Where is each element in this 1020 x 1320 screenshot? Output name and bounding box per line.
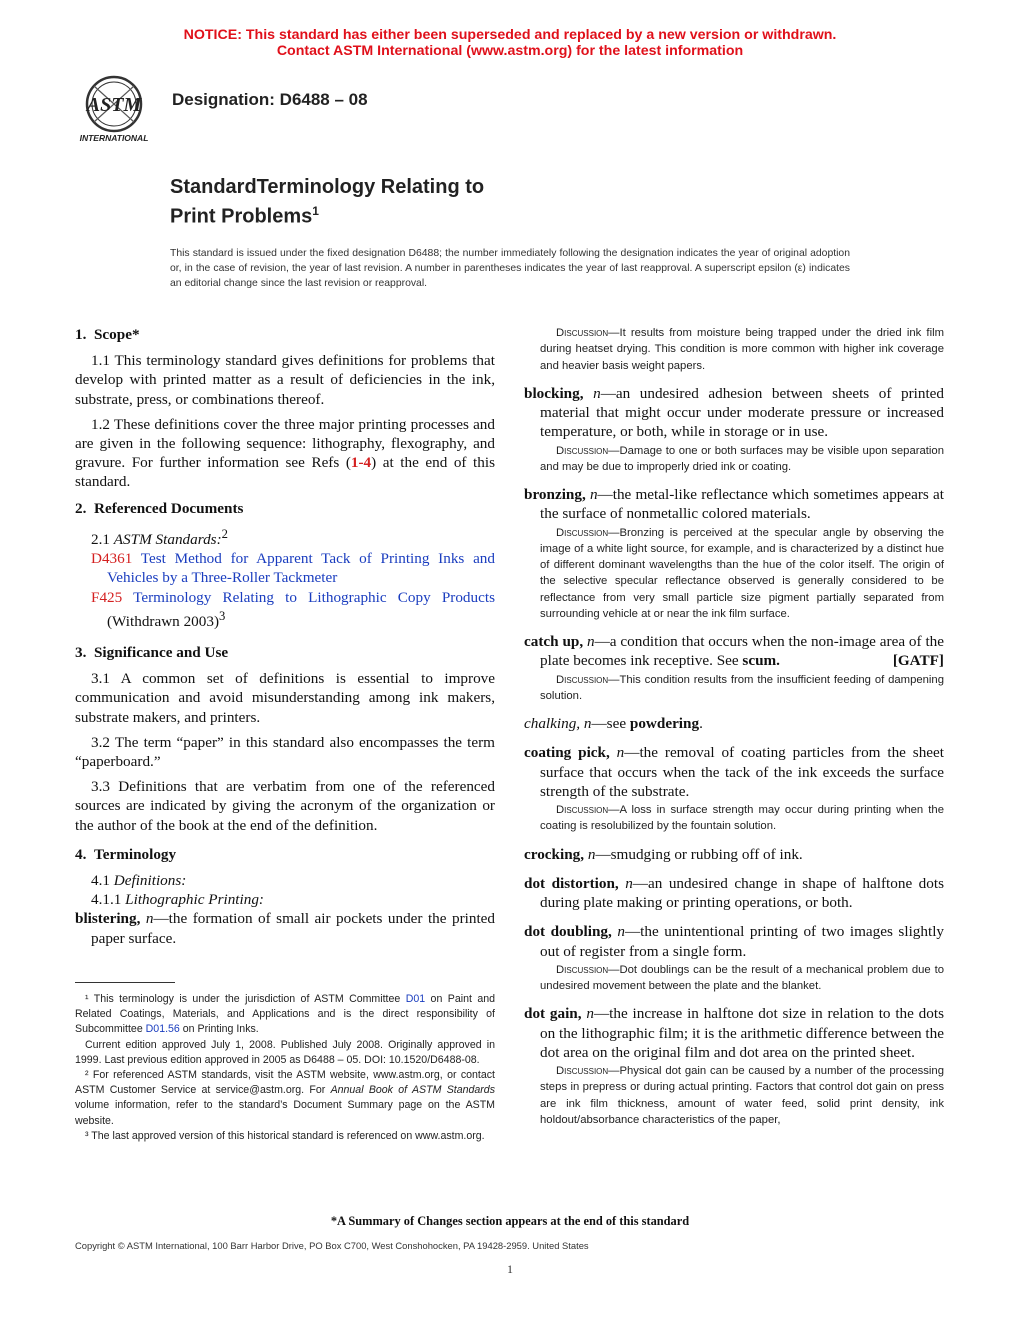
significance-heading: 3. Significance and Use (75, 643, 229, 661)
notice-line-1: NOTICE: This standard has either been superseded and replaced by a new version or withdrawn. (183, 27, 837, 43)
term-coating-pick (524, 743, 944, 801)
reference-d4361-code[interactable]: D4361 (91, 550, 133, 568)
footnote-2-b: volume information, refer to the standard’s Document Summary page on the ASTM website. (75, 1099, 495, 1127)
term-bronzing (524, 485, 944, 523)
withdrawal-notice (0, 27, 1020, 59)
paragraph-4-1 (75, 871, 495, 890)
discussion-label: Discussion (556, 804, 609, 817)
page-number: 1 (507, 1262, 513, 1276)
term-blocking-headword: blocking, (524, 384, 584, 402)
reference-f425 (75, 588, 495, 631)
discussion-bronzing-text: —Bronzing is perceived at the specular angle by observing the image of a white light source, for example, and is characterized by a distinct hue of different dominant wavelengths than the hue of the color itself. The origin of the selective specular reflectance observed is generally considered to be reflectance from very small particle size pigment partially separated from surrounding vehicle at or near the ink film surface. (540, 526, 944, 620)
discussion-label: Discussion (556, 526, 609, 539)
left-column (75, 325, 495, 948)
lithographic-printing-label: Lithographic Printing: (125, 891, 264, 909)
term-blocking-pos: n (593, 384, 601, 402)
discussion-label: Discussion (556, 327, 609, 339)
term-bronzing-definition: —the metal-like reflectance which sometimes appears at the surface of nonmetallic colored materials. (540, 486, 944, 523)
paragraph-1-1: 1.1 This terminology standard gives definitions for problems that develop with printed matter as a result of deficiencies in the ink, substrate, press, or combinations thereof. (75, 352, 495, 408)
discussion-label: Discussion (556, 444, 609, 457)
discussion-dot-gain (524, 1063, 944, 1128)
discussion-bronzing (524, 525, 944, 623)
footnote-2 (75, 1068, 495, 1129)
term-blistering-pos: n (145, 910, 154, 928)
term-crocking-pos: n (587, 845, 596, 863)
term-dot-distortion (524, 874, 944, 912)
title-line-1: StandardTerminology Relating to (170, 176, 485, 198)
term-chalking-definition: —see (591, 715, 630, 733)
definitions-label: Definitions: (113, 872, 187, 889)
footnote-2-italic: Annual Book of ASTM Standards (330, 1084, 495, 1097)
term-blistering (75, 909, 495, 947)
footnote-1-committee-link[interactable]: D01 (405, 993, 426, 1005)
term-coating-pick-definition: —the removal of coating particles from the sheet surface that occurs when the tack of the ink exceeds the surface strength of the substrate. (540, 744, 944, 800)
astm-logo-icon (74, 74, 164, 144)
logo-lettering: ASTM (86, 94, 142, 116)
footnote-current-edition: Current edition approved July 1, 2008. Published July 2008. Originally approved in 1999. Last previous edition approved in 2005 as D6488 – 05. DOI: 10.1520/D6488-08. (75, 1038, 495, 1066)
footnote-1-b: on Paint and Related Coatings, Materials, and Applications and is the direct responsibility of Subcommittee (75, 993, 495, 1036)
term-dot-gain (524, 1004, 944, 1062)
copyright-line: Copyright © ASTM International, 100 Barr Harbor Drive, PO Box C700, West Conshohocken, PA 19428-2959. United States (75, 1240, 589, 1251)
designation: Designation: D6488 – 08 (172, 90, 368, 109)
title-line-2-text: Print Problems (170, 205, 313, 228)
term-crocking-definition: —smudging or rubbing off of ink. (595, 845, 803, 863)
discussion-catch-up (524, 672, 944, 705)
issuance-statement: This standard is issued under the fixed designation D6488; the number immediately following the designation indicates the year of original adoption or, in the case of revision, the year of last revision. A number in parentheses indicates the year of last reapproval. A superscript epsilon (ε) indicates an editorial change since the last revision or reapproval. (170, 248, 850, 289)
paragraph-2-1-num: 2.1 (91, 530, 114, 548)
document-title (170, 175, 484, 229)
term-dot-gain-definition: —the increase in halftone dot size in relation to the dots on the lithographic film; it is the arithmetic difference between the dot area on the original film and dot area on the printed sheet. (540, 1005, 945, 1061)
footnotes (75, 992, 495, 1144)
discussion-dot-doubling (524, 962, 944, 995)
term-crocking-headword: crocking, (524, 845, 585, 863)
summary-of-changes-note: *A Summary of Changes section appears at the end of this standard (330, 1214, 690, 1228)
term-dot-doubling (524, 922, 944, 960)
term-blocking (524, 384, 944, 442)
term-coating-pick-pos: n (616, 744, 625, 762)
discussion-catch-up-text: —This condition results from the insufficient feeding of dampening solution. (540, 673, 944, 702)
term-catch-up-see: scum. (742, 652, 780, 670)
discussion-label: Discussion (556, 673, 609, 686)
term-blistering-headword: blistering, (75, 910, 141, 928)
paragraph-3-2: 3.2 The term “paper” in this standard also encompasses the term “paperboard.” (75, 733, 495, 770)
term-crocking (524, 845, 944, 864)
paragraph-4-1-num: 4.1 (91, 872, 114, 889)
discussion-blocking (524, 443, 944, 476)
paragraph-1-2-b: ) at the end of this standard. (75, 454, 495, 491)
footnote-1-subcommittee-link[interactable]: D01.56 (145, 1023, 180, 1036)
title-footnote-mark: 1 (312, 204, 319, 218)
term-dot-distortion-headword: dot distortion, (524, 874, 619, 892)
term-bronzing-pos: n (589, 486, 598, 504)
paragraph-4-1-1-num: 4.1.1 (91, 891, 126, 909)
discussion-blistering (524, 325, 944, 374)
paragraph-4-1-1 (75, 890, 495, 909)
term-dot-gain-pos: n (586, 1005, 594, 1023)
refs-link[interactable]: 1-4 (350, 454, 372, 472)
footnote-1-c: on Printing Inks. (179, 1023, 259, 1036)
discussion-label: Discussion (556, 963, 609, 976)
term-chalking-pos: n (583, 715, 592, 733)
term-blistering-definition: —the formation of small air pockets under the printed paper surface. (91, 910, 495, 947)
term-chalking-see: powdering (629, 715, 700, 733)
terminology-heading: 4. Terminology (75, 845, 177, 863)
discussion-coating-pick-text: —A loss in surface strength may occur during printing when the coating is resolubilized by the fountain solution. (540, 804, 944, 833)
reference-d4361-title[interactable]: Test Method for Apparent Tack of Printing Inks and Vehicles by a Three-Roller Tackmeter (107, 550, 495, 587)
footnote-3: ³ The last approved version of this historical standard is referenced on www.astm.org. (85, 1129, 485, 1142)
footnote-rule (75, 982, 175, 983)
paragraph-2-1 (75, 525, 495, 549)
discussion-blocking-text: —Damage to one or both surfaces may be visible upon separation and may be due to improperly dried ink or coating. (540, 444, 944, 473)
footnote-1 (75, 992, 495, 1038)
paragraph-2-1-sup: 2 (221, 526, 228, 541)
term-catch-up-definition: —a condition that occurs when the non-image area of the plate becomes ink receptive. See (540, 633, 944, 670)
reference-f425-title[interactable]: Terminology Relating to Lithographic Copy Products (122, 588, 495, 606)
discussion-dot-gain-text: —Physical dot gain can be caused by a number of the processing steps in prepress or during actual printing. Factors that control dot gain on press are ink film thickness, amount of water feed, solid print density, ink holdout/absorbance characteristics of the paper, (540, 1064, 944, 1126)
discussion-coating-pick (524, 802, 944, 835)
term-dot-doubling-definition: —the unintentional printing of two images slightly out of register from a single form. (540, 923, 945, 960)
title-line-2 (170, 199, 484, 229)
footnote-2-a: ² For referenced ASTM standards, visit the ASTM website, www.astm.org, or contact ASTM Customer Service at service@astm.org. For (75, 1069, 495, 1097)
scope-heading: 1. Scope* (75, 326, 140, 343)
term-dot-gain-headword: dot gain, (524, 1005, 582, 1023)
right-column (524, 325, 944, 1128)
discussion-blistering-text: —It results from moisture being trapped under the dried ink film during heatset drying. This condition is more common with higher ink coverage and heavier basis weight papers. (540, 327, 944, 372)
term-dot-doubling-pos: n (617, 923, 625, 941)
term-dot-distortion-pos: n (625, 874, 633, 892)
paragraph-1-2 (75, 415, 495, 492)
notice-line-2: Contact ASTM International (www.astm.org) for the latest information (276, 43, 744, 59)
term-bronzing-headword: bronzing, (524, 486, 586, 504)
reference-f425-sup: 3 (219, 608, 226, 623)
discussion-label: Discussion (556, 1064, 609, 1077)
term-dot-distortion-definition: —an undesired change in shape of halftone dots during plate making or printing operations, or both. (540, 874, 945, 912)
discussion-dot-doubling-text: —Dot doublings can be the result of a mechanical problem due to undesired movement between the plate and the blanket. (540, 963, 944, 992)
paragraph-3-3: 3.3 Definitions that are verbatim from one of the referenced sources are indicated by giving the acronym of the organization or the author of the book at the end of the definition. (75, 778, 495, 834)
term-catch-up-headword: catch up, (524, 633, 584, 651)
astm-logo (74, 74, 164, 144)
term-chalking-headword: chalking, (524, 715, 581, 733)
term-catch-up-source: [GATF] (892, 652, 944, 670)
term-catch-up-pos: n (587, 633, 595, 651)
astm-standards-label: ASTM Standards: (113, 530, 222, 548)
logo-subtext: INTERNATIONAL (79, 133, 149, 143)
paragraph-1-2-a: 1.2 These definitions cover the three major printing processes and are given in the following sequence: lithography, flexography, and gravure. For further information see Refs ( (75, 415, 495, 472)
reference-f425-code[interactable]: F425 (91, 588, 123, 606)
footnote-1-a: ¹ This terminology is under the jurisdiction of ASTM Committee (85, 993, 406, 1005)
reference-f425-withdrawn: (Withdrawn 2003) (107, 612, 219, 630)
referenced-documents-heading: 2. Referenced Documents (75, 499, 244, 517)
term-blocking-definition: —an undesired adhesion between sheets of printed material that might occur under moderate pressure or increased temperature, or both, while in storage or in use. (540, 384, 945, 441)
reference-d4361 (75, 549, 495, 587)
term-coating-pick-headword: coating pick, (524, 744, 610, 762)
paragraph-3-1: 3.1 A common set of definitions is essential to improve communication and avoid misunderstanding among ink makers, substrate makers, and printers. (75, 670, 495, 726)
term-chalking: chalking, n—see powdering. (524, 715, 703, 733)
term-dot-doubling-headword: dot doubling, (524, 923, 612, 941)
term-catch-up (524, 632, 944, 670)
